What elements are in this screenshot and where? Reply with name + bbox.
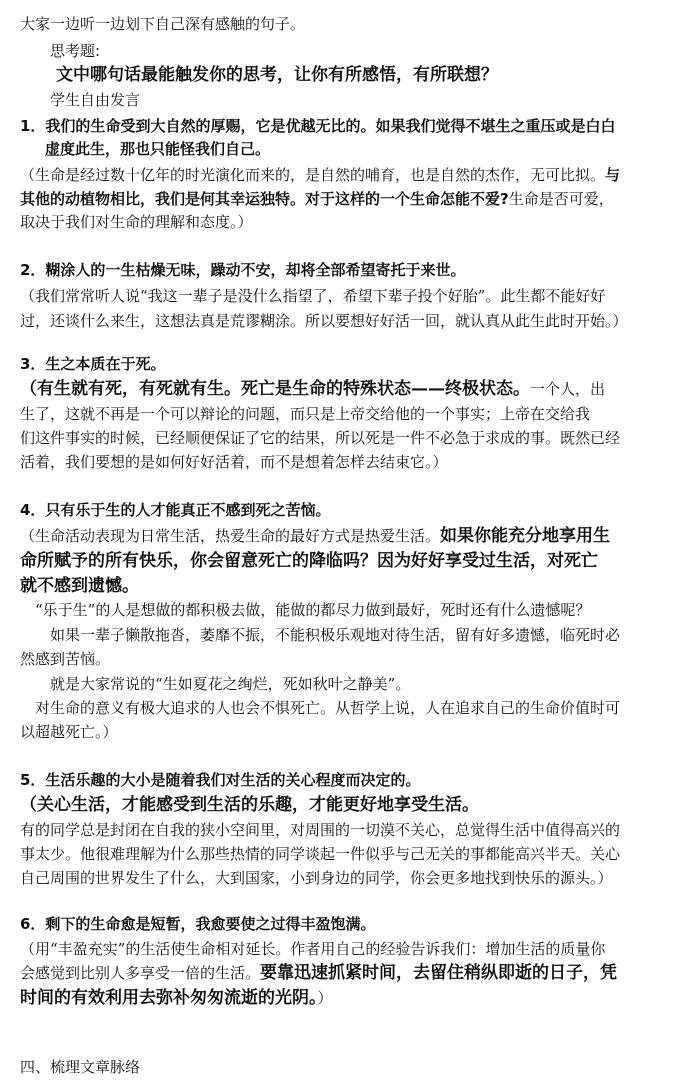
item-5-body-line-4: 自己周围的世界发生了什么，大到国家，小到身边的同学，你会更多地找到快乐的源头。） — [20, 869, 613, 887]
item-6-title: 6．剩下的生命愈是短暂，我愈要使之过得丰盈饱满。 — [20, 915, 376, 933]
item-1-body-line-2: 其他的动植物相比，我们是何其幸运独特。对于这样的一个生命怎能不爱?生命是否可爱， — [20, 190, 614, 208]
item-5-body-line-3: 事太少。他很难理解为什么那些热情的同学谈起一件似乎与己无关的事都能高兴半天。关心 — [20, 845, 621, 863]
item-1-title-line-2: 虚度此生，那也只能怪我们自己。 — [45, 140, 271, 158]
question-line: 文中哪句话最能触发你的思考，让你有所感悟，有所联想？ — [56, 65, 498, 85]
item-1-title-line-1: 1．我们的生命受到大自然的厚赐，它是优越无比的。如果我们觉得不堪生之重压或是白白 — [20, 117, 616, 135]
item-2-body-line-2: 过，还谈什么来生，这想法真是荒谬糊涂。所以要想好好活一回，就认真从此生此时开始。） — [20, 312, 628, 330]
item-4-body-line-7: 就是大家常说的“生如夏花之绚烂，死如秋叶之静美”。 — [20, 675, 411, 693]
item-1-body-line-3: 取决于我们对生命的理解和态度。） — [20, 213, 253, 231]
item-4-body-line-9: 以超越死亡。） — [20, 723, 118, 741]
item-4-body-line-5: 如果一辈子懒散拖沓，萎靡不振，不能积极乐观地对待生活，留有好多遗憾，临死时必 — [20, 626, 621, 644]
item-4-body-line-4: “乐于生”的人是想做的都积极去做，能做的都尽力做到最好，死时还有什么遗憾呢？ — [20, 601, 591, 619]
think-label: 思考题: — [50, 42, 101, 60]
item-5-body-line-1: （关心生活，才能感受到生活的乐趣，才能更好地享受生活。 — [20, 795, 479, 815]
item-5-title: 5．生活乐趣的大小是随着我们对生活的关心程度而决定的。 — [20, 771, 421, 789]
item-2-title: 2．糊涂人的一生枯燥无味，躁动不安，却将全部希望寄托于来世。 — [20, 261, 466, 279]
item-4-body-line-3: 就不感到遗憾。 — [20, 576, 139, 596]
item-4-body-line-8: 对生命的意义有极大追求的人也会不惧死亡。从哲学上说，人在追求自己的生命价值时可 — [20, 699, 621, 717]
item-3-body-line-1: （有生就有死，有死就有生。死亡是生命的特殊状态——终极状态。一个人，出 — [20, 379, 606, 399]
item-4-body-line-6: 然感到苦恼。 — [20, 650, 111, 668]
item-4-body-line-1: （生命活动表现为日常生活，热爱生命的最好方式是热爱生活。如果你能充分地享用生 — [20, 526, 611, 546]
item-2-body-line-1: （我们常常听人说“我这一辈子是没什么指望了，希望下辈子投个好胎”。此生都不能好好 — [20, 287, 606, 305]
item-4-title: 4．只有乐于生的人才能真正不感到死之苦恼。 — [20, 501, 331, 519]
item-6-body-line-3: 时间的有效利用去弥补匆匆流逝的光阴。） — [20, 988, 333, 1008]
item-3-body-line-2: 生了，这就不再是一个可以辩论的问题，而只是上帝交给他的一个事实；上帝在交给我 — [20, 405, 591, 423]
item-1-body-line-1: （生命是经过数十亿年的时光演化而来的，是自然的哺育，也是自然的杰作，无可比拟。与 — [20, 166, 621, 184]
intro-line: 大家一边听一边划下自己深有感触的句子。 — [20, 15, 306, 33]
item-6-body-line-2: 会感觉到比别人多享受一倍的生活。要靠迅速抓紧时间，去留住稍纵即逝的日子，凭 — [20, 963, 618, 983]
item-3-body-line-3: 们这件事实的时候，已经顺便保证了它的结果，所以死是一件不必急于求成的事。既然已经 — [20, 429, 621, 447]
item-3-body-line-4: 活着，我们要想的是如何好好活着，而不是想着怎样去结束它。） — [20, 453, 448, 471]
item-4-body-line-2: 命所赋予的所有快乐，你会留意死亡的降临吗？因为好好享受过生活，对死亡 — [20, 551, 598, 571]
student-note: 学生自由发言 — [50, 91, 141, 109]
section-heading: 四、梳理文章脉络 — [20, 1058, 141, 1076]
item-6-body-line-1: （用“丰盈充实”的生活使生命相对延长。作者用自己的经验告诉我们：增加生活的质量你 — [20, 940, 606, 958]
item-5-body-line-2: 有的同学总是封闭在自我的狭小空间里，对周围的一切漠不关心，总觉得生活中值得高兴的 — [20, 821, 621, 839]
item-3-title: 3．生之本质在于死。 — [20, 355, 166, 373]
